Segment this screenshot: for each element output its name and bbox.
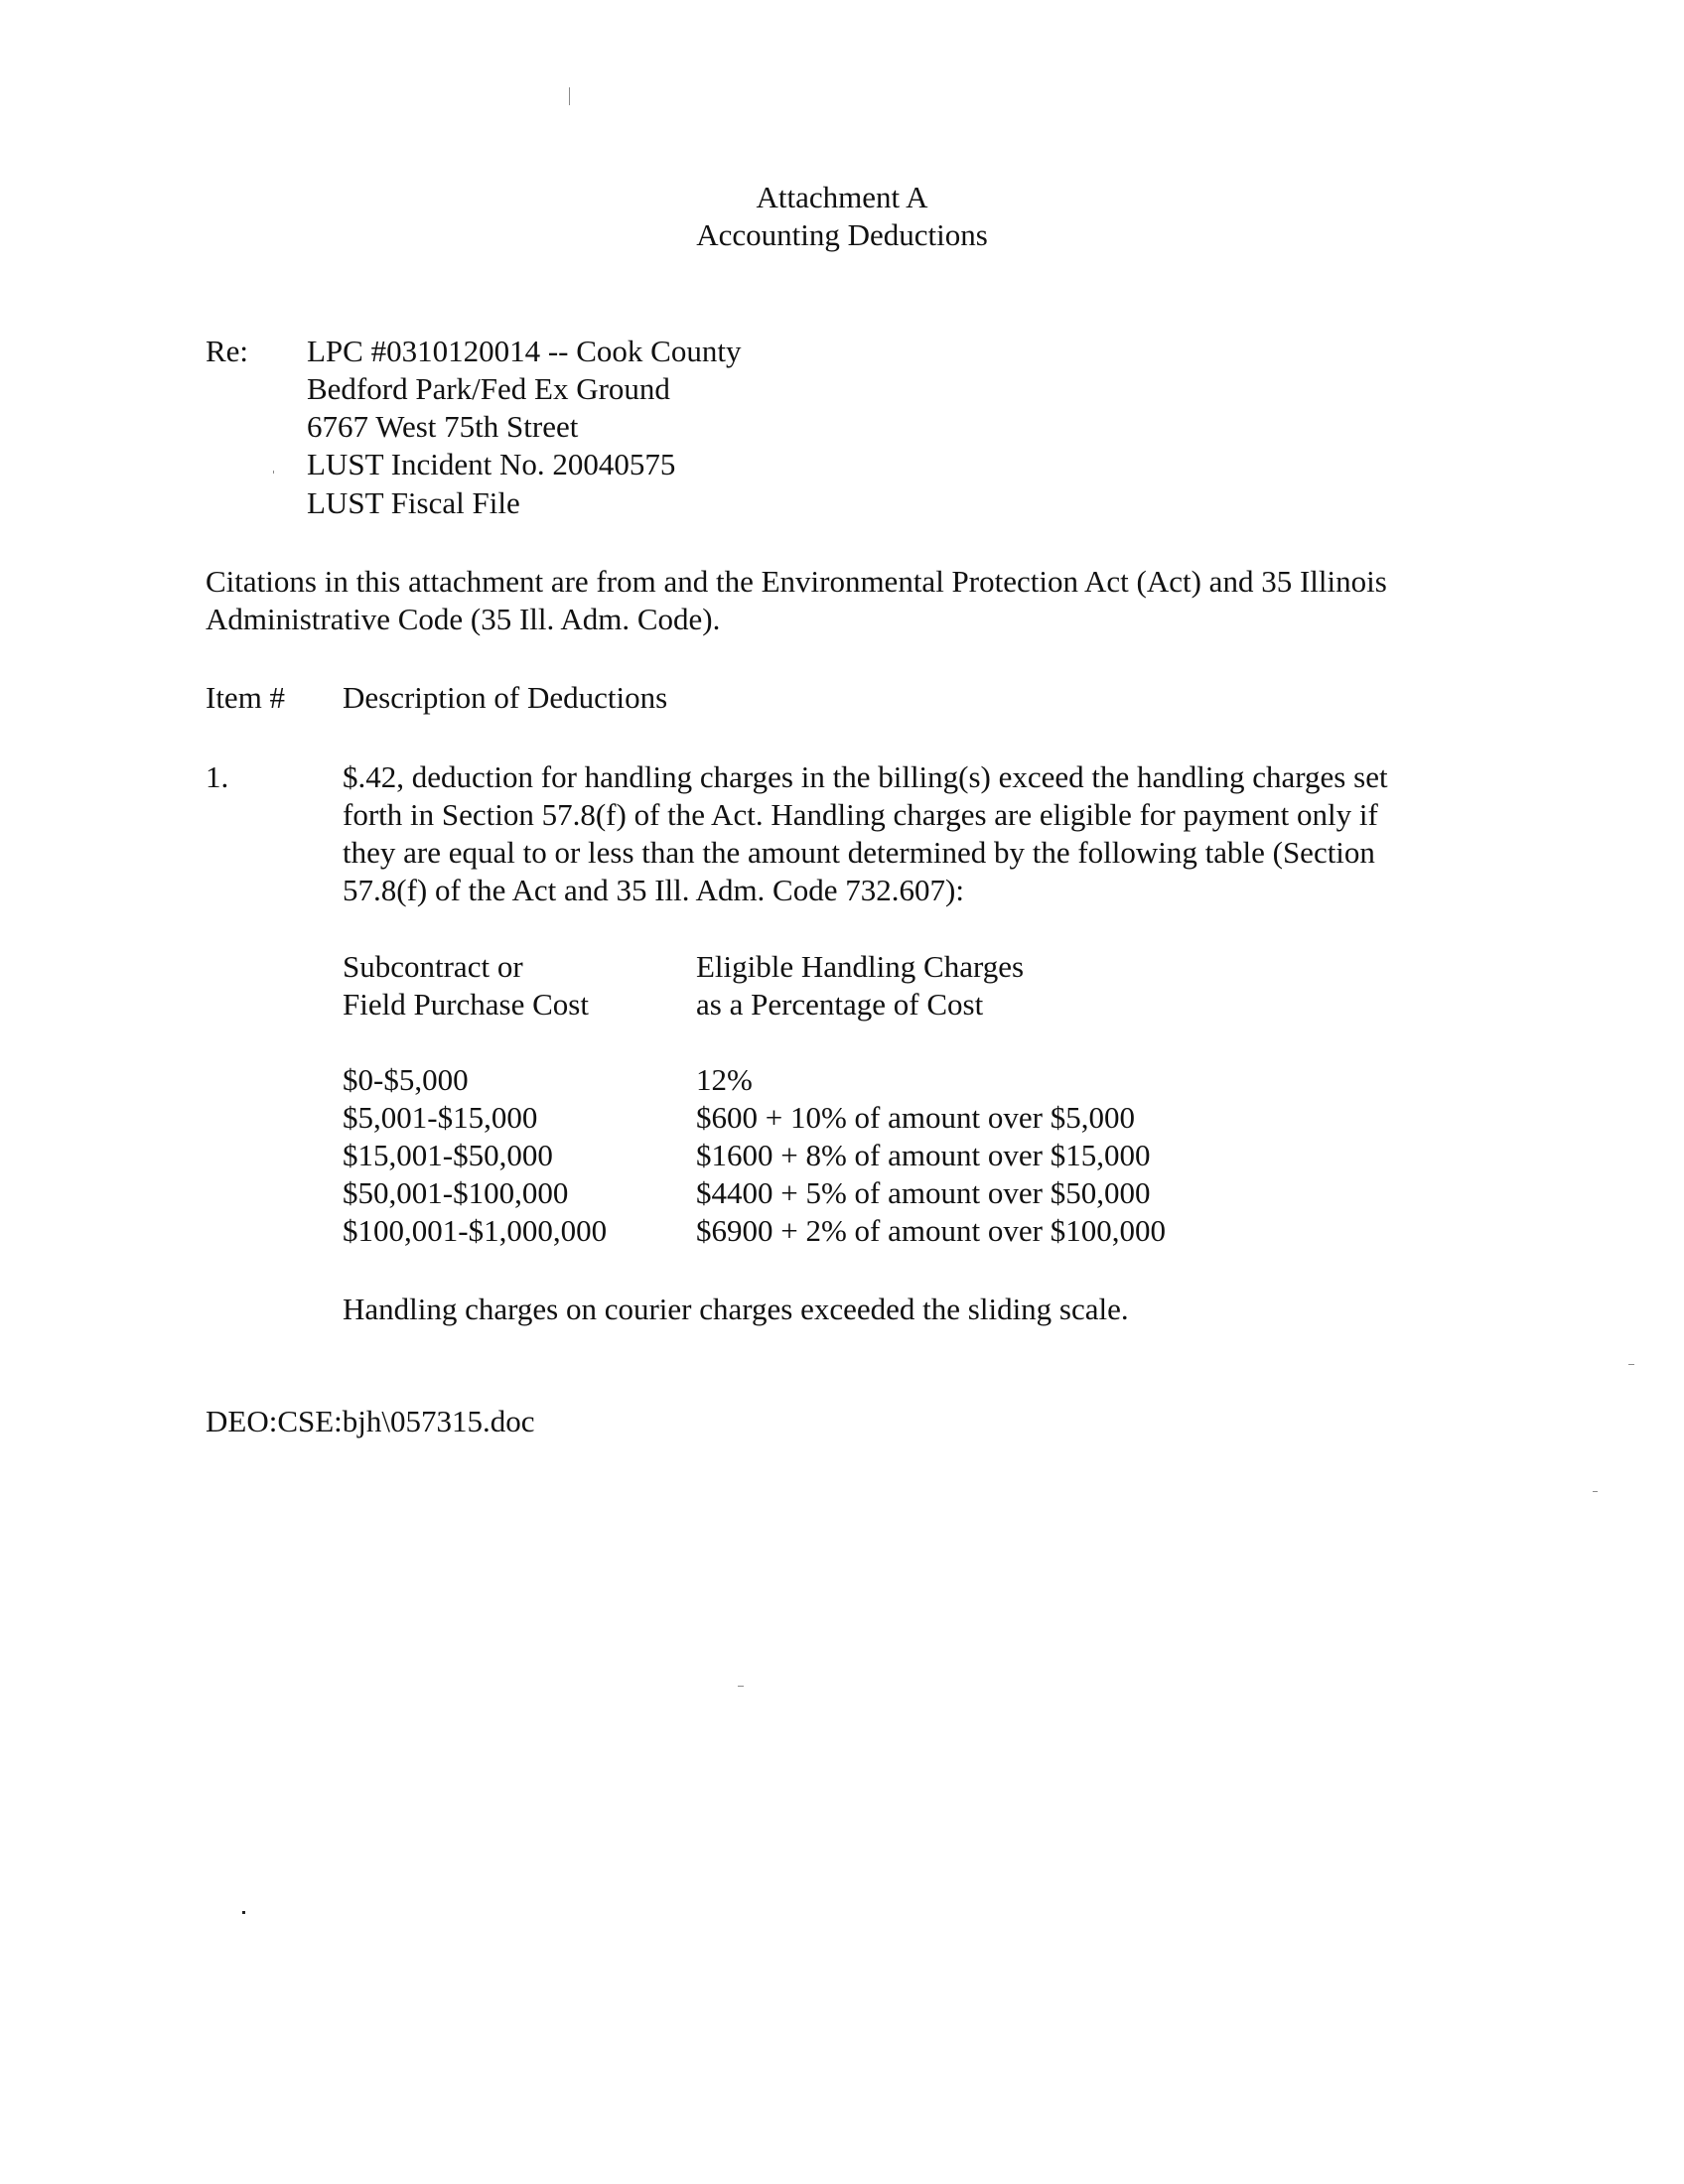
table-cell-cost: $0-$5,000 <box>343 1062 469 1097</box>
table-cell-cost: $5,001-$15,000 <box>343 1100 538 1135</box>
scan-speck <box>273 471 274 474</box>
table-cell-charge: $1600 + 8% of amount over $15,000 <box>696 1138 1151 1172</box>
table-cell-charge: 12% <box>696 1062 753 1097</box>
item-description-line: 57.8(f) of the Act and 35 Ill. Adm. Code 732.607): <box>343 873 964 907</box>
scan-speck <box>738 1686 744 1687</box>
table-cell-cost: $50,001-$100,000 <box>343 1175 569 1210</box>
re-line: Bedford Park/Fed Ex Ground <box>307 371 670 406</box>
table-cell-charge: $4400 + 5% of amount over $50,000 <box>696 1175 1151 1210</box>
item-description-line: forth in Section 57.8(f) of the Act. Handling charges are eligible for payment only if <box>343 797 1378 832</box>
table-cell-charge: $600 + 10% of amount over $5,000 <box>696 1100 1135 1135</box>
description-header: Description of Deductions <box>343 680 668 715</box>
table-cell-charge: $6900 + 2% of amount over $100,000 <box>696 1213 1166 1248</box>
table-col1-header: Field Purchase Cost <box>343 987 589 1022</box>
scan-speck <box>1628 1364 1634 1365</box>
document-reference: DEO:CSE:bjh\057315.doc <box>206 1404 535 1438</box>
note-text: Handling charges on courier charges exceeded the sliding scale. <box>343 1292 1129 1326</box>
table-col1-header: Subcontract or <box>343 949 523 984</box>
document-subtitle: Accounting Deductions <box>696 217 988 252</box>
scan-speck <box>569 87 570 105</box>
citations-line: Administrative Code (35 Ill. Adm. Code). <box>206 602 721 636</box>
scan-speck <box>1593 1491 1598 1492</box>
re-line: LPC #0310120014 -- Cook County <box>307 334 742 368</box>
item-number-header: Item # <box>206 680 286 715</box>
re-line: 6767 West 75th Street <box>307 409 579 444</box>
re-line: LUST Fiscal File <box>307 485 520 520</box>
table-cell-cost: $100,001-$1,000,000 <box>343 1213 608 1248</box>
item-description-line: $.42, deduction for handling charges in the billing(s) exceed the handling charges set <box>343 759 1388 794</box>
re-label: Re: <box>206 334 249 368</box>
scan-speck <box>242 1911 245 1914</box>
table-col2-header: Eligible Handling Charges <box>696 949 1025 984</box>
table-cell-cost: $15,001-$50,000 <box>343 1138 553 1172</box>
table-col2-header: as a Percentage of Cost <box>696 987 984 1022</box>
document-title: Attachment A <box>756 180 928 214</box>
re-line: LUST Incident No. 20040575 <box>307 447 676 481</box>
item-number: 1. <box>206 759 229 794</box>
citations-line: Citations in this attachment are from and the Environmental Protection Act (Act) and 35 Illinois <box>206 564 1387 599</box>
item-description-line: they are equal to or less than the amount determined by the following table (Section <box>343 835 1375 870</box>
